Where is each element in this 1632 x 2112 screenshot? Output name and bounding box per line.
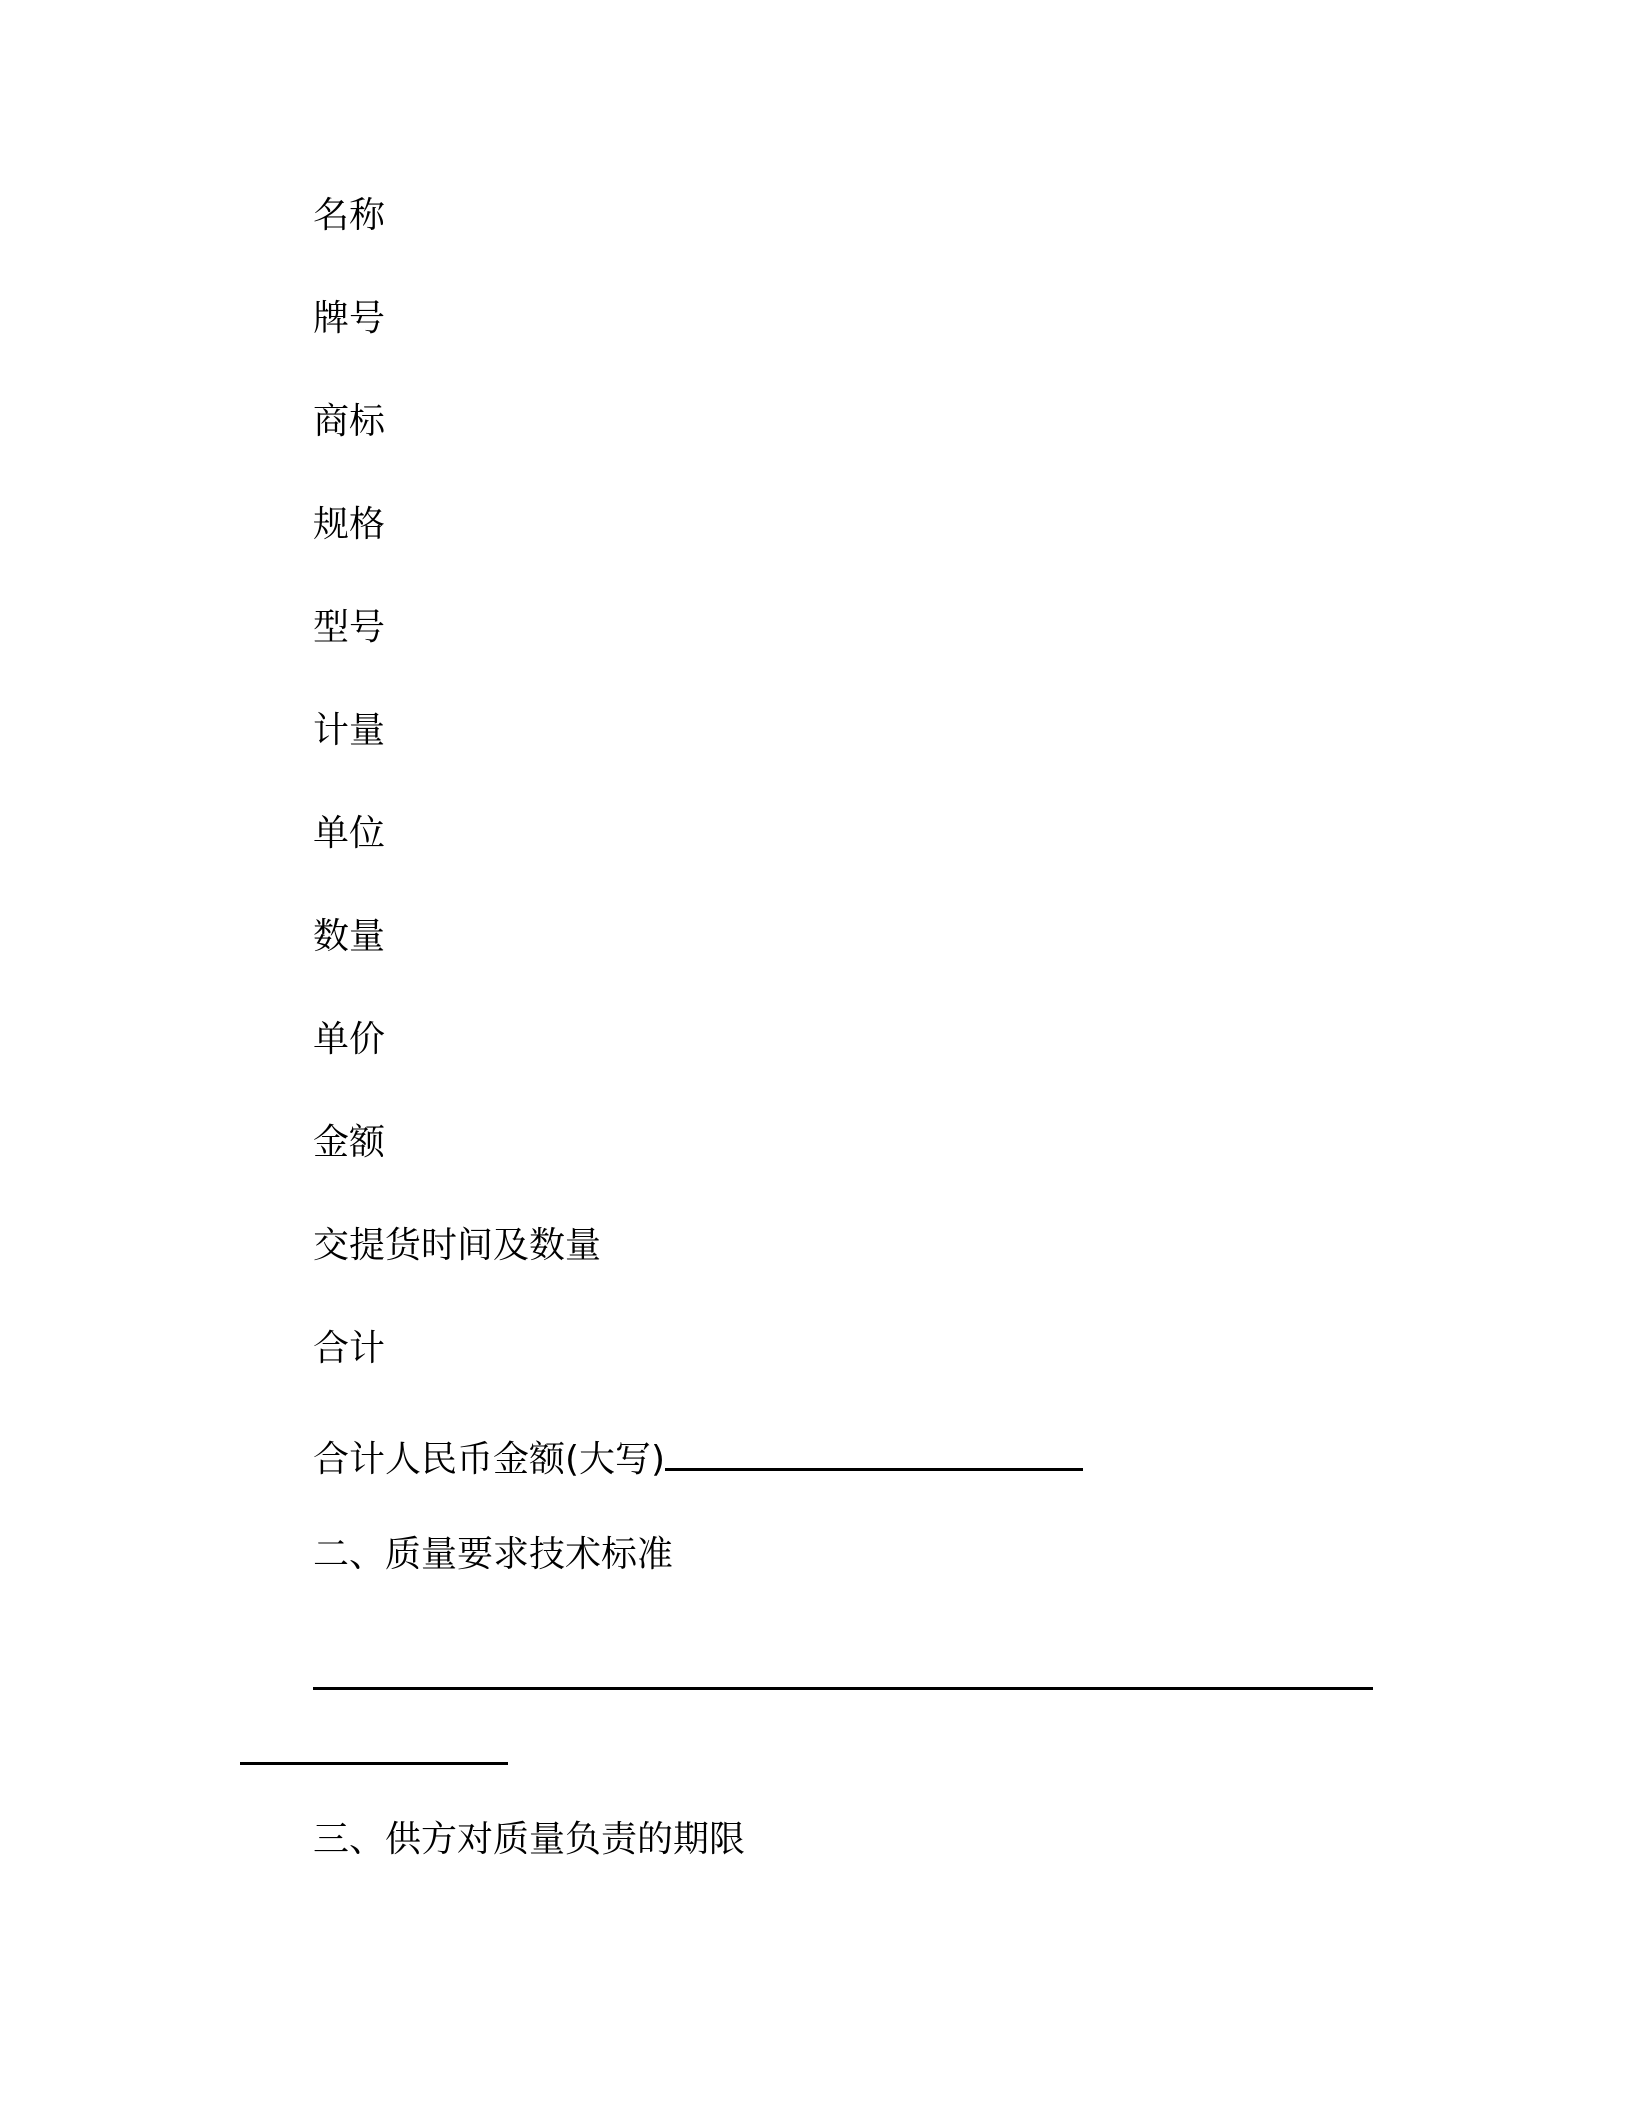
field-amount-label: 金额 xyxy=(313,1122,386,1163)
field-specification-label: 规格 xyxy=(313,504,386,545)
field-total-label: 合计 xyxy=(313,1328,386,1369)
total-rmb-line xyxy=(313,1436,1083,1482)
section-liability-period-heading: 三、供方对质量负责的期限 xyxy=(313,1819,746,1860)
field-unit-label: 单位 xyxy=(313,813,386,854)
quality-blank-line-2 xyxy=(240,1762,508,1765)
quality-blank-line-1 xyxy=(313,1687,1373,1690)
section-quality-heading: 二、质量要求技术标准 xyxy=(313,1534,674,1575)
total-rmb-blank xyxy=(665,1436,1083,1471)
field-name-label: 名称 xyxy=(313,195,386,236)
field-unit-price-label: 单价 xyxy=(313,1019,386,1060)
field-quantity-label: 数量 xyxy=(313,916,386,957)
field-model-label: 型号 xyxy=(313,607,386,648)
total-rmb-label: 合计人民币金额(大写) xyxy=(313,1439,666,1480)
field-grade-label: 牌号 xyxy=(313,298,386,339)
field-measurement-label: 计量 xyxy=(313,710,386,751)
field-trademark-label: 商标 xyxy=(313,401,386,442)
field-delivery-time-quantity-label: 交提货时间及数量 xyxy=(313,1225,602,1266)
